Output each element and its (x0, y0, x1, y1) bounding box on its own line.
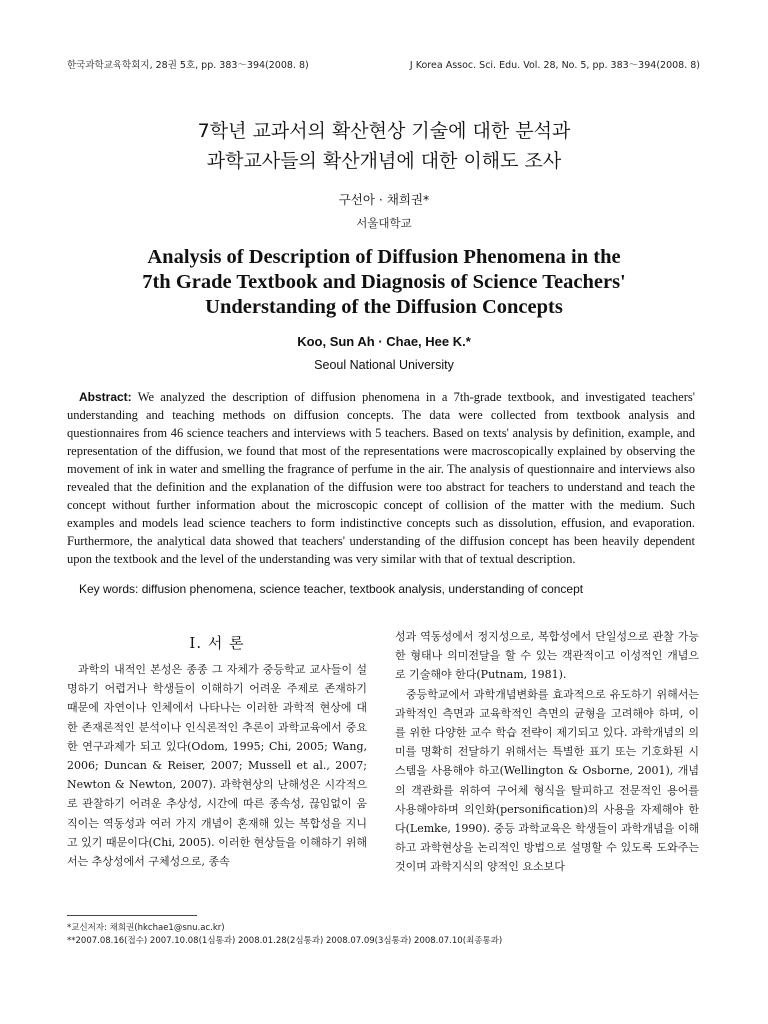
running-header-left: 한국과학교육학회지, 28권 5호, pp. 383～394(2008. 8) (67, 60, 309, 71)
abstract-label: Abstract: (79, 390, 132, 404)
keywords-label: Key words: (79, 582, 139, 596)
korean-title-line1: 7학년 교과서의 확산현상 기술에 대한 분석과 (197, 120, 571, 142)
body-column-right (395, 627, 699, 877)
english-title-line1: Analysis of Description of Diffusion Phenomena in the (147, 246, 621, 268)
footnote-divider (67, 915, 197, 916)
footnote-dates: **2007.08.16(접수) 2007.10.08(1심통과) 2008.01.28(2심통과) 2008.07.09(3심통과) 2008.07.10(최종통과) (67, 936, 503, 946)
korean-authors: 구선아 · 채희권* (338, 192, 430, 207)
abstract (67, 388, 695, 568)
body-paragraph: 과학의 내적인 본성은 종종 그 자체가 중등학교 교사들이 설명하기 어렵거나 학생들이 이해하기 어려운 주제로 존재하기 때문에 자연이나 인체에서 나타나는 이러한 과학적 현상에 대한 존재론적인 분석이나 인식론적인 추론이 과학교육에서 중요한 연구과제가 되고 있다(Odom, 1995; Chi, 2005; Wang, 2006; Duncan & Reiser, 2007; Mussell et al., 2007; Newton & Newton, 2007). 과학현상의 난해성은 시각적으로 관찰하기 어려운 추상성, 시간에 따른 종속성, 끊임없이 움직이는 역동성과 여러 가지 개념이 혼재해 있는 복합성을 지니고 있기 때문이다(Chi, 2005). 이러한 현상들을 이해하기 위해서는 추상성에서 구체성으로, 종속 (67, 663, 367, 869)
english-affiliation: Seoul National University (314, 358, 454, 372)
body-paragraph: 중등학교에서 과학개념변화를 효과적으로 유도하기 위해서는 과학적인 측면과 교육학적인 측면의 균형을 고려해야 하며, 이를 위한 다양한 교수 학습 전략이 제기되고 있다. 과학개념의 의미를 명확히 전달하기 위해서는 특별한 표기 또는 기호화된 시스템을 사용해야 하고(Wellington & Osborne, 2001), 개념의 객관화를 위하여 구어체 형식을 탈피하고 전문적인 용어를 사용해야하며 의인화(personification)의 사용을 자제해야 한다(Lemke, 1990). 중등 과학교육은 학생들이 과학개념을 이해하고 과학현상을 논리적인 방법으로 설명할 수 있도록 도와주는 것이며 과학지식의 양적인 요소보다 (395, 687, 699, 874)
keywords-text: diffusion phenomena, science teacher, textbook analysis, understanding of concept (141, 582, 584, 596)
section-title: I. 서 론 (189, 634, 245, 652)
korean-title-line2: 과학교사들의 확산개념에 대한 이해도 조사 (206, 150, 562, 172)
english-authors: Koo, Sun Ah · Chae, Hee K.* (297, 334, 471, 349)
korean-affiliation: 서울대학교 (356, 216, 412, 230)
keywords (79, 582, 583, 596)
english-title-line3: Understanding of the Diffusion Concepts (205, 296, 563, 318)
running-header-right: J Korea Assoc. Sci. Edu. Vol. 28, No. 5, pp. 383～394(2008. 8) (409, 60, 700, 71)
footnote-corresponding-author: *교신저자: 채희권(hkchae1@snu.ac.kr) (67, 923, 225, 933)
english-title-line2: 7th Grade Textbook and Diagnosis of Science Teachers' (142, 271, 626, 293)
body-column-left (67, 660, 367, 871)
body-paragraph: 성과 역동성에서 정지성으로, 복합성에서 단일성으로 관찰 가능한 형태나 의미전달을 할 수 있는 객관적이고 이성적인 개념으로 기술해야 한다(Putnam, 1981). (395, 630, 699, 682)
abstract-text: We analyzed the description of diffusion phenomena in a 7th-grade textbook, and investigated teachers' understanding and teaching methods on diffusion concepts. The data were collected from textbook analysis and questionnaires from 46 science teachers and interviews with 5 teachers. Based on texts' analysis by definition, example, and representation of the diffusion, we found that most of the representations were macroscopically explained by observing the movement of ink in water and smelling the fragrance of perfume in the air. The analysis of questionnaire and interviews also revealed that the definition and the explanation of the diffusion were too abstract for teachers to understand and teach the concept without further information about the microscopic concept of collision of the matter with the medium. Such examples and models lead science teachers to form indistinctive concepts such as dissolution, effusion, and evaporation. Furthermore, the analytical data showed that teachers' understanding of the diffusion concept has been heavily dependent upon the textbook and the level of the understanding was very similar with that of textual description. (67, 390, 695, 566)
